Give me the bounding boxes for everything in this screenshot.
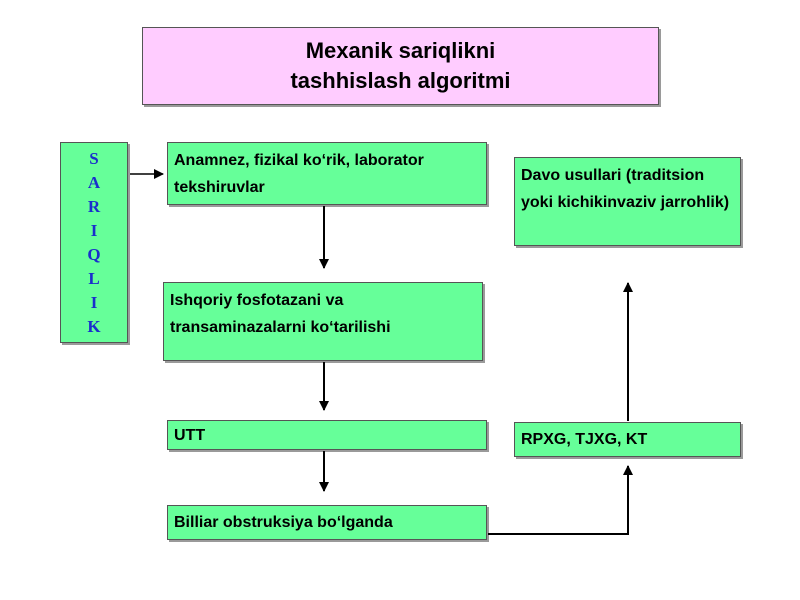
side-letter-8: K (87, 316, 101, 336)
side-letter-4: I (90, 220, 98, 240)
anamnez-box: Anamnez, fizikal ko‘rik, laborator tekshiruvlar (167, 142, 487, 205)
title-line-1: Mexanik sariqlikni (305, 38, 496, 63)
title-line-2: tashhislash algoritmi (290, 68, 511, 93)
arrow-billiar-to-rpxg (488, 466, 628, 534)
billiar-box: Billiar obstruksiya bo‘lganda (167, 505, 487, 540)
davo-box: Davo usullari (traditsion yoki kichikinvaziv jarrohlik) (514, 157, 741, 246)
side-letter-1: S (89, 148, 99, 168)
rpxg-box: RPXG, TJXG, KT (514, 422, 741, 457)
side-letter-3: R (87, 196, 101, 216)
side-letter-2: A (87, 172, 101, 192)
utt-box: UTT (167, 420, 487, 450)
side-letter-6: L (88, 268, 100, 288)
ishqoriy-box: Ishqoriy fosfotazani va transaminazalarni ko‘tarilishi (163, 282, 483, 361)
side-letter-7: I (90, 292, 98, 312)
side-letter-5: Q (87, 244, 101, 264)
